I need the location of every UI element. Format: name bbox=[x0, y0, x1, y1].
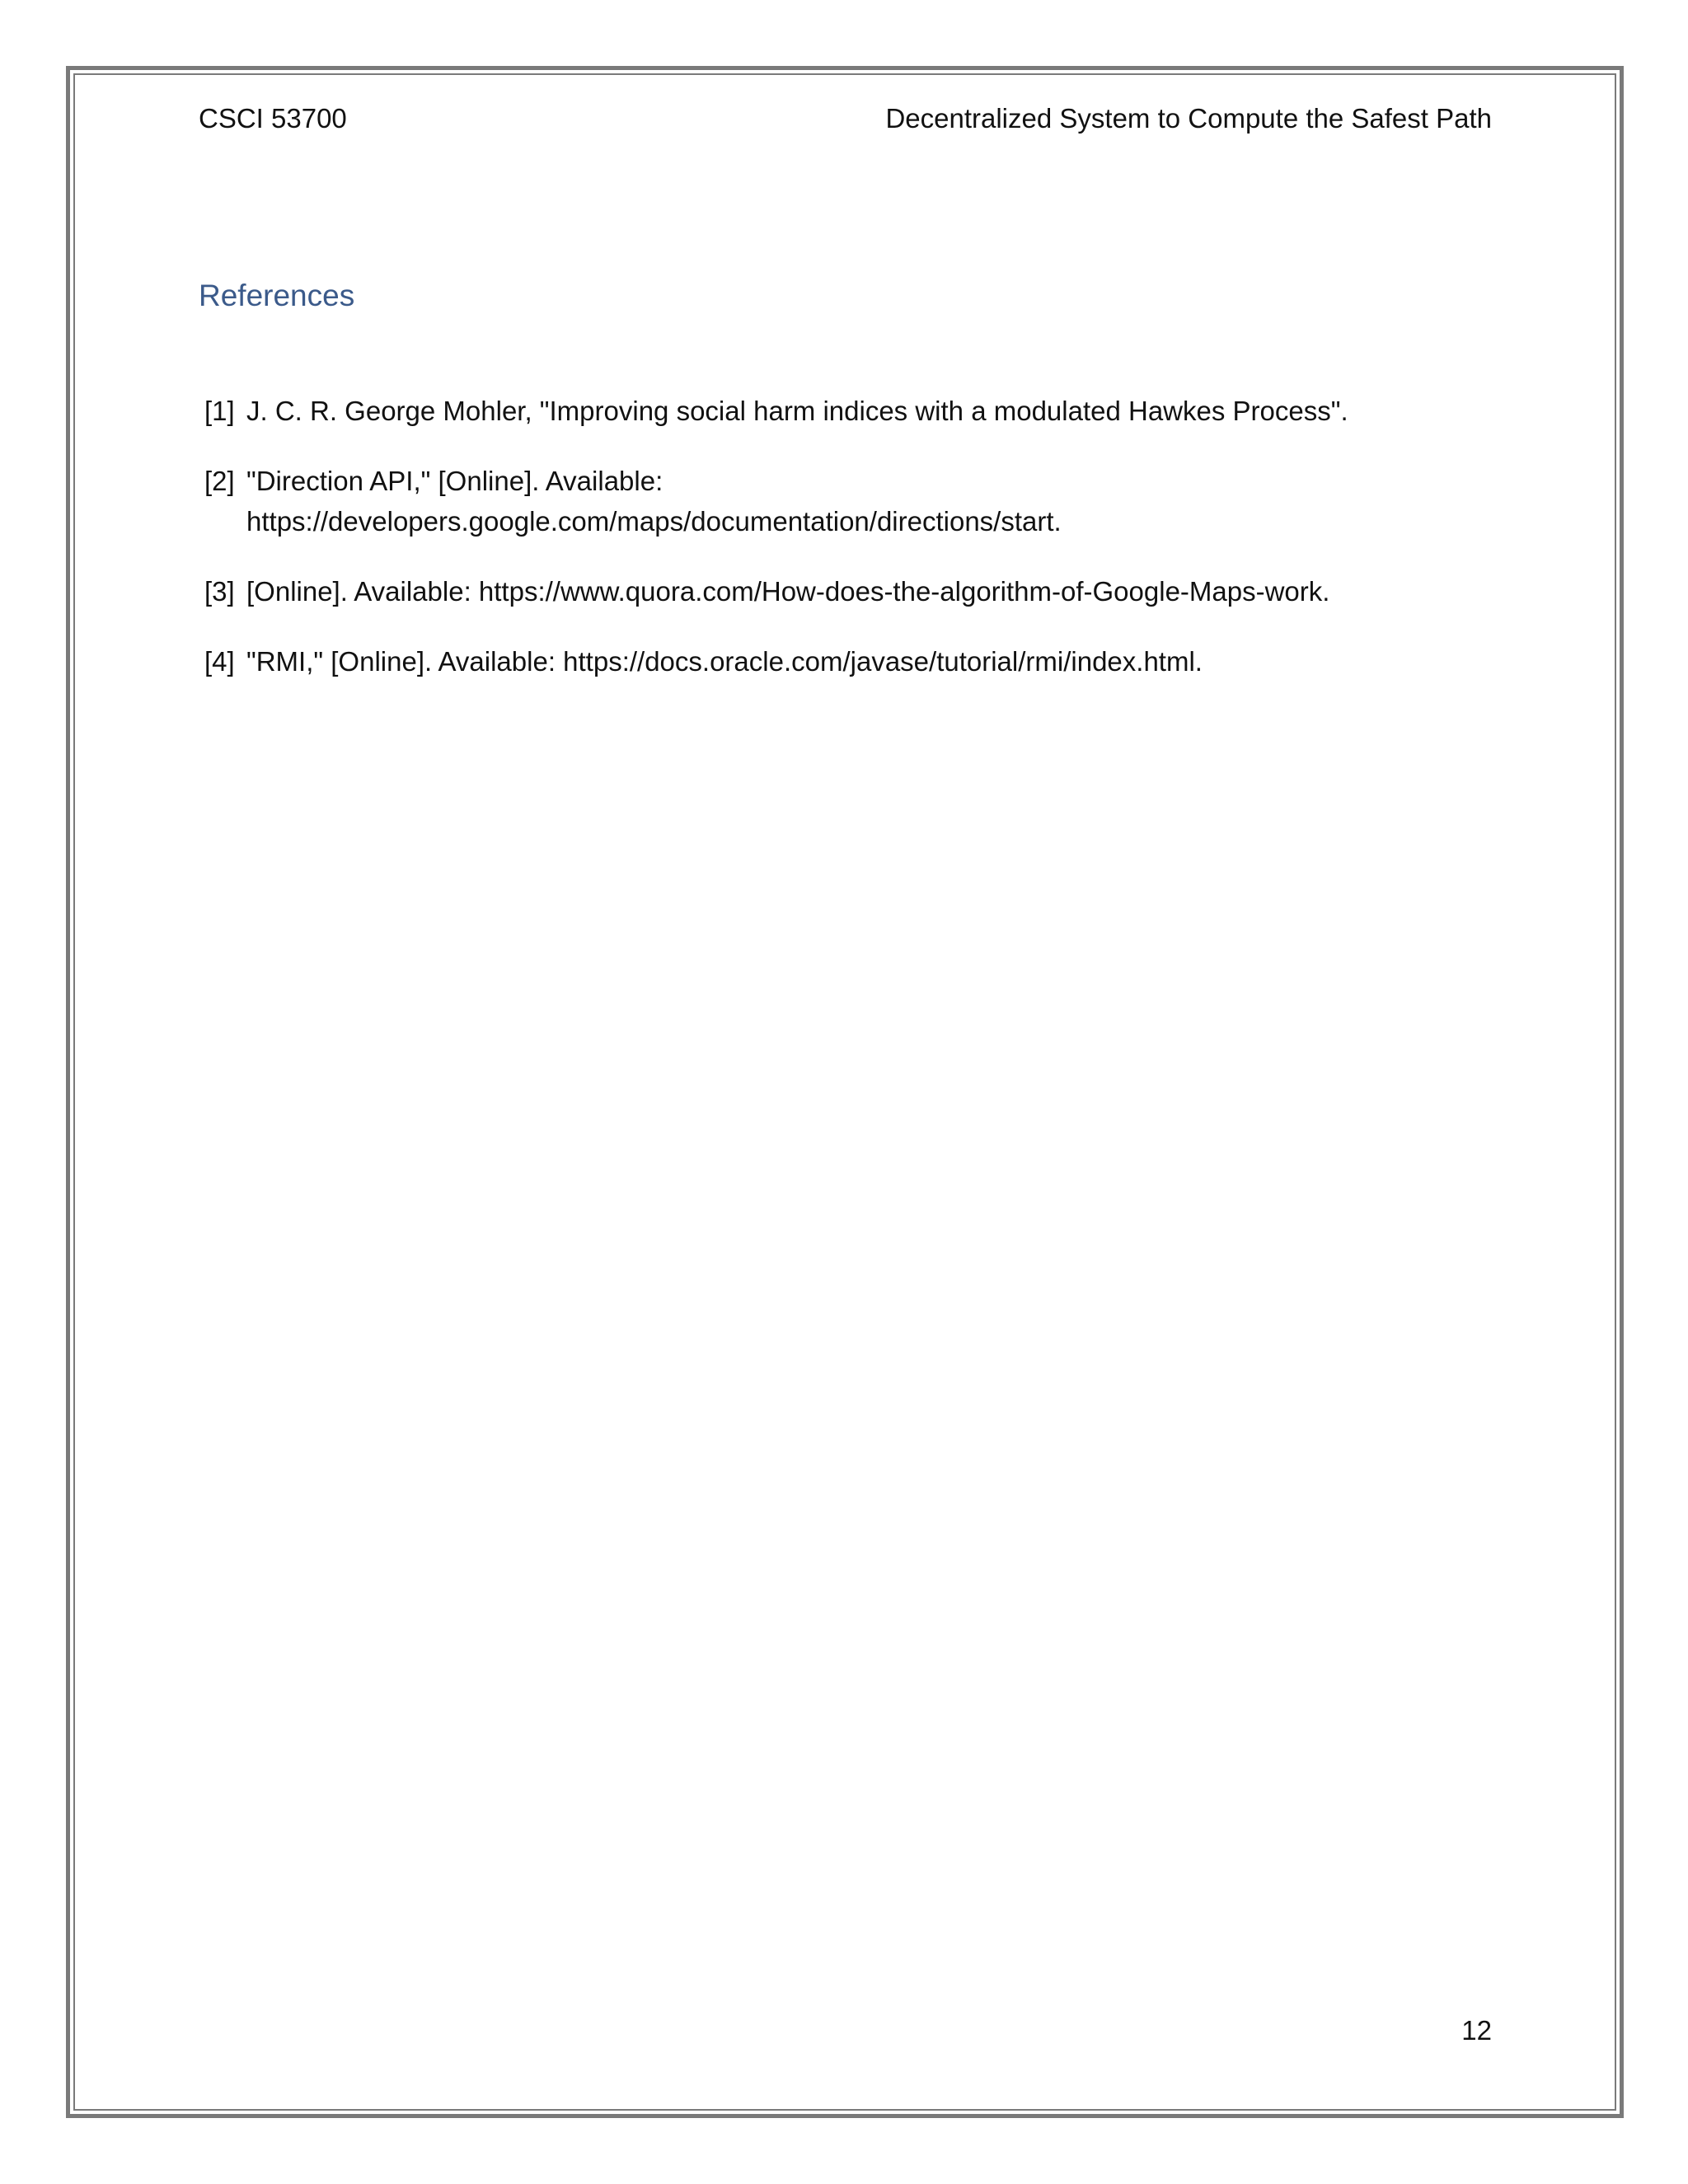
reference-link[interactable]: https://developers.google.com/maps/documentation/directions/start. bbox=[246, 506, 1062, 537]
reference-line: "RMI," [Online]. Available: https://docs.oracle.com/javase/tutorial/rmi/index.html. bbox=[246, 646, 1203, 677]
reference-line: "Direction API," [Online]. Available: bbox=[246, 466, 663, 496]
reference-item-4 bbox=[204, 641, 1490, 682]
reference-number: [2] bbox=[204, 466, 235, 496]
reference-line: J. C. R. George Mohler, "Improving social harm indices with a modulated Hawkes Process". bbox=[246, 396, 1348, 426]
reference-item-1 bbox=[204, 391, 1490, 431]
reference-text bbox=[246, 391, 1490, 431]
reference-item-3 bbox=[204, 571, 1490, 612]
header-title: Decentralized System to Compute the Safest Path bbox=[885, 103, 1492, 134]
page-border-inner bbox=[73, 73, 1616, 2111]
references-heading: References bbox=[199, 279, 355, 312]
reference-line: [Online]. Available: https://www.quora.com/How-does-the-algorithm-of-Google-Maps-work. bbox=[246, 576, 1330, 607]
reference-text bbox=[246, 571, 1490, 612]
reference-text bbox=[246, 641, 1490, 682]
reference-number: [3] bbox=[204, 576, 235, 607]
page-number: 12 bbox=[1461, 2015, 1492, 2046]
reference-number: [4] bbox=[204, 646, 235, 677]
reference-item-2 bbox=[204, 461, 1490, 541]
header-course: CSCI 53700 bbox=[199, 103, 347, 134]
reference-number: [1] bbox=[204, 396, 235, 426]
reference-text bbox=[246, 461, 1490, 541]
reference-list bbox=[204, 391, 1490, 711]
